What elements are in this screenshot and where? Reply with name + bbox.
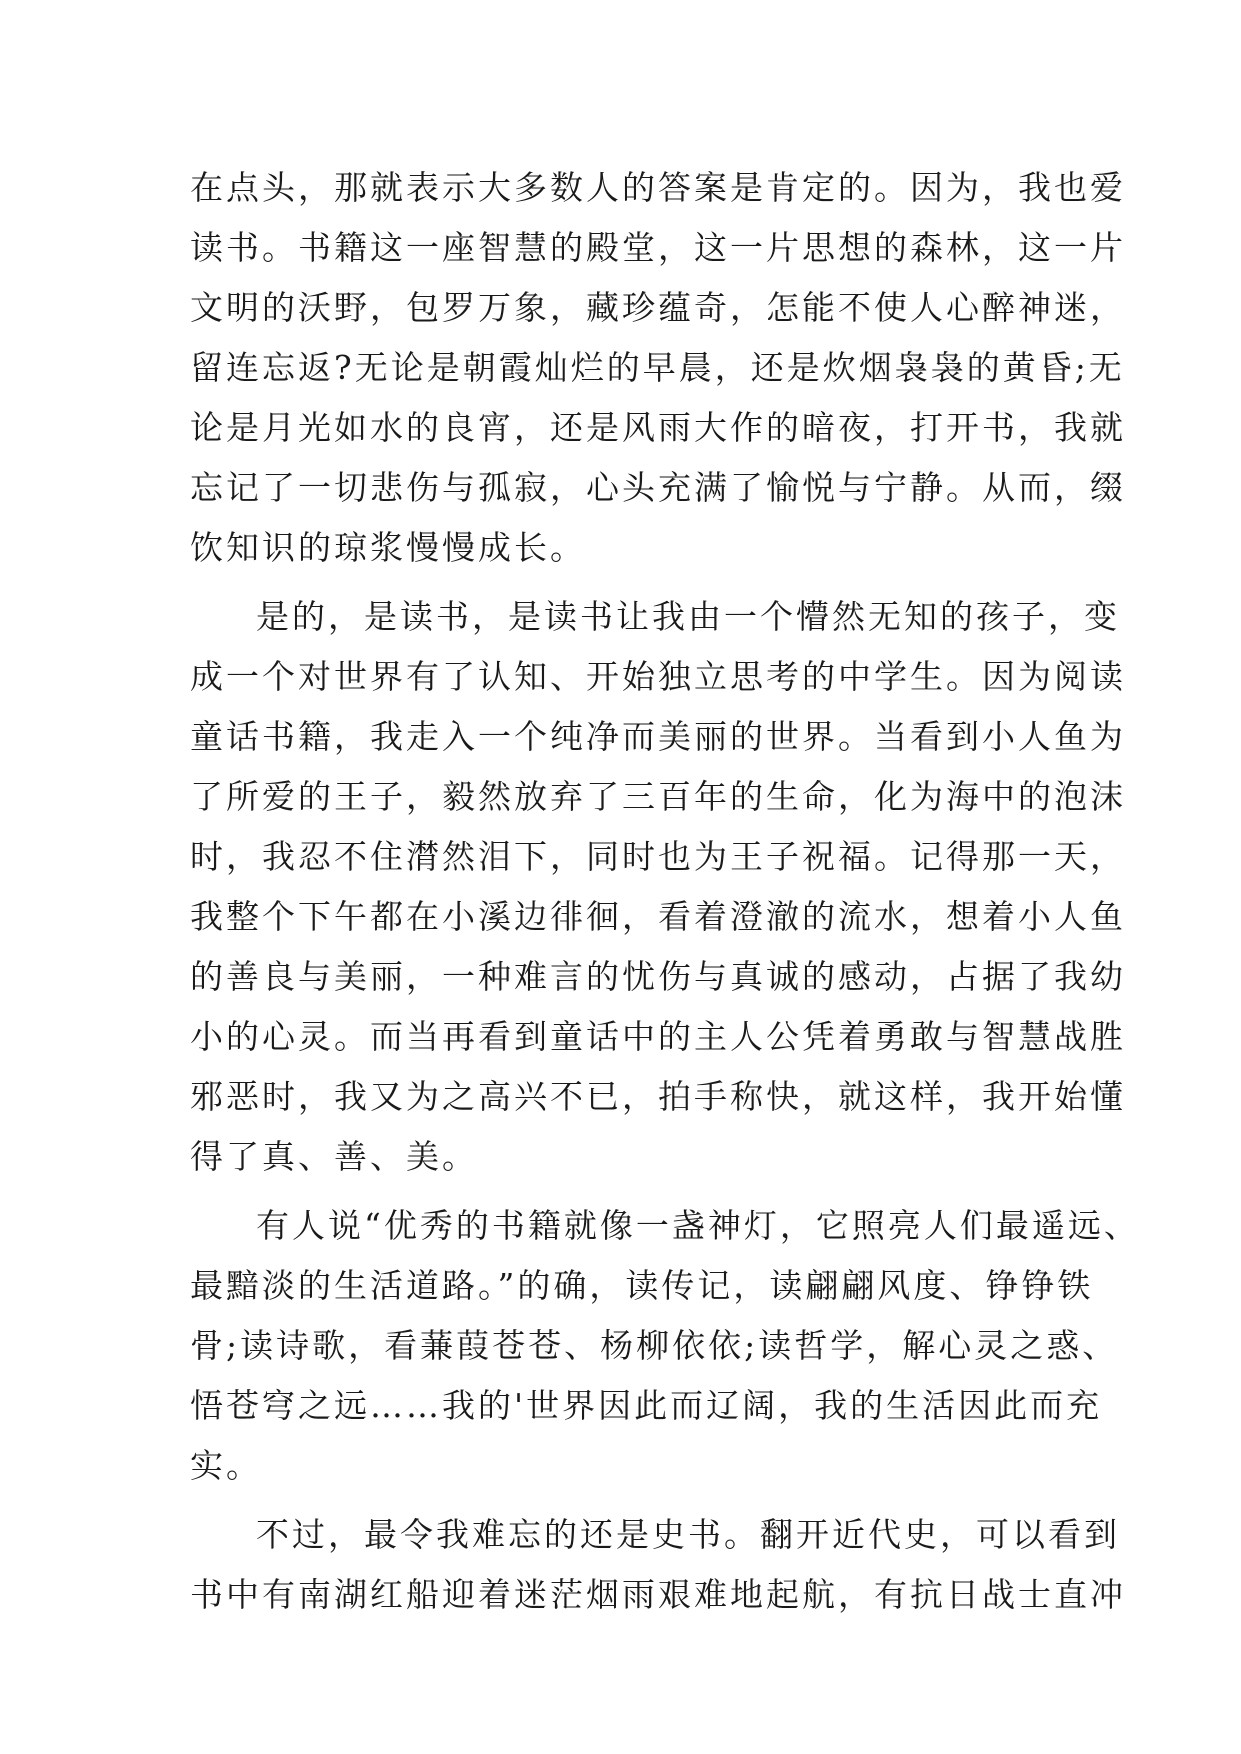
text-line: 有人说“优秀的书籍就像一盏神灯，它照亮人们最遥远、: [256, 1206, 1140, 1245]
body-text: [190, 158, 1140, 1625]
text-line: 实。: [190, 1446, 262, 1485]
text-line: 最黯淡的生活道路。”的确，读传记，读翩翩风度、铮铮铁: [190, 1266, 1094, 1305]
text-line: 了所爱的王子，毅然放弃了三百年的生命，化为海中的泡沫: [190, 777, 1126, 816]
text-line: 小的心灵。而当再看到童话中的主人公凭着勇敢与智慧战胜: [190, 1017, 1126, 1056]
paragraph-4: [190, 1505, 1126, 1625]
text-line: 成一个对世界有了认知、开始独立思考的中学生。因为阅读: [190, 657, 1126, 696]
paragraph-2: [190, 587, 1126, 1187]
text-line: 不过，最令我难忘的还是史书。翻开近代史，可以看到: [256, 1515, 1120, 1554]
text-line: 时，我忍不住潸然泪下，同时也为王子祝福。记得那一天，: [190, 837, 1126, 876]
text-line: 的善良与美丽，一种难言的忧伤与真诚的感动，占据了我幼: [190, 957, 1126, 996]
text-line: 读书。书籍这一座智慧的殿堂，这一片思想的森林，这一片: [190, 228, 1126, 267]
text-line: 骨;读诗歌，看蒹葭苍苍、杨柳依依;读哲学，解心灵之惑、: [190, 1326, 1119, 1365]
text-line: 悟苍穹之远……我的'世界因此而辽阔，我的生活因此而充: [190, 1386, 1103, 1425]
text-line: 得了真、善、美。: [190, 1137, 478, 1176]
text-line: 饮知识的琼浆慢慢成长。: [190, 528, 586, 567]
text-line: 我整个下午都在小溪边徘徊，看着澄澈的流水，想着小人鱼: [190, 897, 1126, 936]
text-line: 留连忘返?无论是朝霞灿烂的早晨，还是炊烟袅袅的黄昏;无: [190, 348, 1125, 387]
text-line: 文明的沃野，包罗万象，藏珍蕴奇，怎能不使人心醉神迷，: [190, 288, 1126, 327]
text-line: 邪恶时，我又为之高兴不已，拍手称快，就这样，我开始懂: [190, 1077, 1126, 1116]
paragraph-3: [190, 1196, 1140, 1496]
text-line: 在点头，那就表示大多数人的答案是肯定的。因为，我也爱: [190, 168, 1126, 207]
text-line: 书中有南湖红船迎着迷茫烟雨艰难地起航，有抗日战士直冲: [190, 1575, 1126, 1614]
text-line: 忘记了一切悲伤与孤寂，心头充满了愉悦与宁静。从而，缀: [190, 468, 1126, 507]
text-line: 是的，是读书，是读书让我由一个懵然无知的孩子，变: [256, 597, 1120, 636]
paragraph-1: [190, 158, 1126, 578]
text-line: 论是月光如水的良宵，还是风雨大作的暗夜，打开书，我就: [190, 408, 1126, 447]
text-line: 童话书籍，我走入一个纯净而美丽的世界。当看到小人鱼为: [190, 717, 1126, 756]
